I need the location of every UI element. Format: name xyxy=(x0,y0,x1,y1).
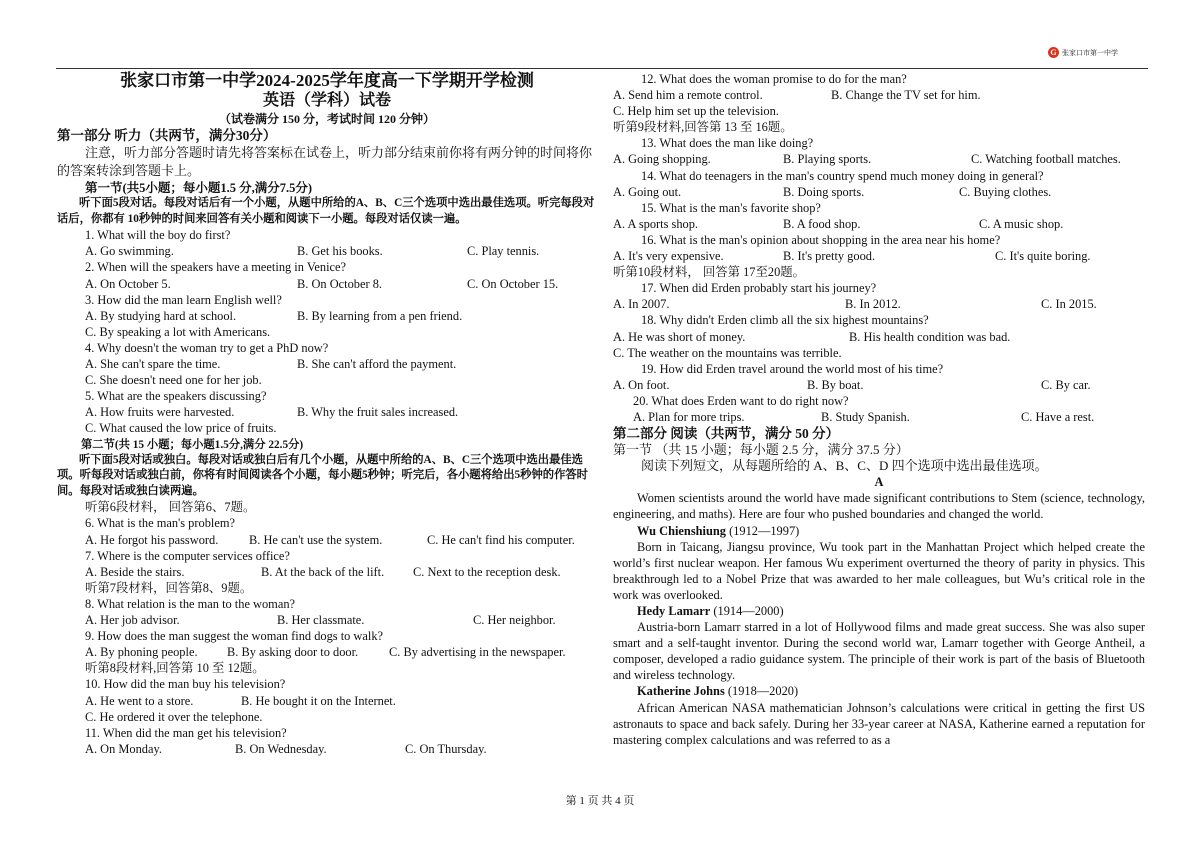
option-a: A. In 2007. xyxy=(613,297,670,312)
option-b: B. A food shop. xyxy=(783,216,861,231)
option-c: C. On Thursday. xyxy=(405,741,487,756)
question-18-options xyxy=(613,329,1145,345)
part1-sec2-heading: 第二节(共 15 小题；每小题1.5分,满分 22.5分) xyxy=(81,438,304,451)
part2-instructions: 阅读下列短文，从每题所给的 A、B、C、D 四个选项中选出最佳选项。 xyxy=(641,458,1048,474)
question-14-options xyxy=(613,184,1145,200)
option-c: C. It's quite boring. xyxy=(995,249,1091,264)
option-a: A. Her job advisor. xyxy=(85,613,180,628)
question-3-option-c: C. By speaking a lot with Americans. xyxy=(85,324,271,339)
part2-heading: 第二部分 阅读（共两节，满分 50 分） xyxy=(613,426,840,442)
option-a: A. On October 5. xyxy=(85,276,171,291)
option-c: C. Her neighbor. xyxy=(473,613,556,628)
question-17: 17. When did Erden probably start his journey? xyxy=(641,281,877,296)
question-1: 1. What will the boy do first? xyxy=(85,228,231,243)
option-a: A. Go swimming. xyxy=(85,244,174,259)
question-12-options xyxy=(613,87,1145,103)
question-2-options xyxy=(57,276,597,292)
scientist-3-name: Katherine Johns xyxy=(637,684,725,699)
option-a: A. He went to a store. xyxy=(85,693,194,708)
question-20-options xyxy=(613,409,1145,425)
option-b: B. Get his books. xyxy=(297,244,383,259)
question-8-options xyxy=(57,612,597,628)
option-c: C. Next to the reception desk. xyxy=(413,564,561,579)
part2-sec1-heading: 第一节 （共 15 小题；每小题 2.5 分，满分 37.5 分） xyxy=(613,442,909,458)
scientist-3-text: African American NASA mathematician Johnson’s calculations were critical in getting the first US astronauts to space and back safely. During her 33-year career at NASA, Katherine earned a reputation for mastering complex calculations and was referred to as a xyxy=(613,700,1145,747)
material-7-label: 听第7段材料，回答第8、9题。 xyxy=(85,580,253,595)
question-19-options xyxy=(613,377,1145,393)
scientist-3-years: (1918—2020) xyxy=(724,684,799,699)
question-18: 18. Why didn't Erden climb all the six highest mountains? xyxy=(641,313,929,328)
exam-subtitle: 英语（学科）试卷 xyxy=(262,92,391,109)
school-logo-icon: G xyxy=(1048,47,1059,58)
option-b: B. He can't use the system. xyxy=(249,532,383,547)
option-c: C. Watching football matches. xyxy=(971,152,1121,167)
option-b: B. She can't afford the payment. xyxy=(297,357,457,372)
scientist-2-years: (1914—2000) xyxy=(710,604,784,618)
question-17-options xyxy=(613,296,1145,312)
right-column xyxy=(613,71,1145,748)
question-10-options xyxy=(57,693,597,709)
option-a: A. He forgot his password. xyxy=(85,532,219,547)
question-10: 10. How did the man buy his television? xyxy=(85,677,286,692)
option-b: B. By boat. xyxy=(807,377,864,392)
question-4: 4. Why doesn't the woman try to get a PhD now? xyxy=(85,340,329,355)
option-a: A. Send him a remote control. xyxy=(613,88,763,103)
option-b: B. Playing sports. xyxy=(783,152,872,167)
scientist-3-heading xyxy=(613,683,1145,699)
passage-intro: Women scientists around the world have made significant contributions to Stem (science, technology, engineering, and maths). Here are four who pushed boundaries and changed the world. xyxy=(613,491,1145,522)
question-6-options xyxy=(57,532,597,548)
option-c: C. He can't find his computer. xyxy=(427,532,575,547)
option-b: B. Study Spanish. xyxy=(821,409,910,424)
option-c: C. Have a rest. xyxy=(1021,409,1095,424)
material-9-label: 听第9段材料,回答第 13 至 16题。 xyxy=(613,120,793,135)
scientist-2-heading xyxy=(613,603,1145,619)
question-12-option-c: C. Help him set up the television. xyxy=(613,104,779,119)
question-3-options xyxy=(57,308,597,324)
option-c: C. A music shop. xyxy=(979,216,1064,231)
option-b: B. It's pretty good. xyxy=(783,249,876,264)
question-5-option-c: C. What caused the low price of fruits. xyxy=(85,421,277,436)
option-c: C. Play tennis. xyxy=(467,244,540,259)
option-a: A. How fruits were harvested. xyxy=(85,405,235,420)
material-10-label: 听第10段材料， 回答第 17至20题。 xyxy=(613,265,806,280)
question-14: 14. What do teenagers in the man's country spend much money doing in general? xyxy=(641,168,1044,183)
option-a: A. He was short of money. xyxy=(613,329,746,344)
option-a: A. Beside the stairs. xyxy=(85,564,185,579)
question-16: 16. What is the man's opinion about shopping in the area near his home? xyxy=(641,232,1001,247)
scientist-2-name: Hedy Lamarr xyxy=(637,604,711,618)
question-15: 15. What is the man's favorite shop? xyxy=(641,200,821,215)
question-15-options xyxy=(613,216,1145,232)
option-b: B. Change the TV set for him. xyxy=(831,88,981,103)
scientist-1-heading xyxy=(613,523,1145,539)
left-column xyxy=(57,71,597,757)
option-b: B. Why the fruit sales increased. xyxy=(297,405,459,420)
option-a: A. By phoning people. xyxy=(85,645,198,660)
question-7-options xyxy=(57,564,597,580)
scientist-1-years: (1912—1997) xyxy=(725,523,800,538)
question-11-options xyxy=(57,741,597,757)
scientist-1-name: Wu Chienshiung xyxy=(637,523,726,538)
question-2: 2. When will the speakers have a meeting in Venice? xyxy=(85,260,347,275)
option-a: A. On foot. xyxy=(613,377,670,392)
question-16-options xyxy=(613,248,1145,264)
exam-title: 张家口市第一中学2024-2025学年度高一下学期开学检测 xyxy=(120,71,534,90)
material-8-label: 听第8段材料,回答第 10 至 12题。 xyxy=(85,661,265,676)
option-b: B. His health condition was bad. xyxy=(849,329,1011,344)
question-11: 11. When did the man get his television? xyxy=(85,725,287,740)
option-a: A. Going out. xyxy=(613,184,682,199)
part1-sec1-instructions: 听下面5段对话。每段对话后有一个小题，从题中所给的A、B、C三个选项中选出最佳选项。听完每段对话后，你都有 10秒钟的时间来回答有关小题和阅读下一小题。每段对话仅读一遍。 xyxy=(57,197,595,225)
question-18-option-c: C. The weather on the mountains was terrible. xyxy=(613,345,842,360)
question-1-options xyxy=(57,243,597,259)
question-13-options xyxy=(613,151,1145,167)
option-c: C. In 2015. xyxy=(1041,297,1097,312)
option-b: B. Her classmate. xyxy=(277,613,365,628)
question-9: 9. How does the man suggest the woman find dogs to walk? xyxy=(85,629,384,644)
option-b: B. At the back of the lift. xyxy=(261,564,385,579)
question-8: 8. What relation is the man to the woman? xyxy=(85,596,296,611)
option-a: A. On Monday. xyxy=(85,741,162,756)
question-4-options xyxy=(57,356,597,372)
question-4-option-c: C. She doesn't need one for her job. xyxy=(85,373,262,388)
question-3: 3. How did the man learn English well? xyxy=(85,292,282,307)
material-6-label: 听第6段材料， 回答第6、7题。 xyxy=(85,500,256,515)
passage-label: A xyxy=(874,475,884,490)
part1-sec2-instructions: 听下面5段对话或独白。每段对话或独白后有几个小题，从题中所给的A、B、C三个选项中选出最佳选项。听每段对话或独白前，你将有时间阅读各个小题，每小题5秒钟；听完后，各小题将给出5秒钟的作答时间。每段对话或独白读两遍。 xyxy=(57,453,588,497)
header-rule xyxy=(56,68,1148,69)
option-a: A. It's very expensive. xyxy=(613,249,724,264)
question-12: 12. What does the woman promise to do for the man? xyxy=(641,72,907,86)
option-a: A. Going shopping. xyxy=(613,152,711,167)
option-b: B. By learning from a pen friend. xyxy=(297,308,463,323)
option-b: B. In 2012. xyxy=(845,297,901,312)
question-13: 13. What does the man like doing? xyxy=(641,136,814,151)
scientist-2-text: Austria-born Lamarr starred in a lot of Hollywood films and made great success. She was also super smart and a self-taught inventor. During the second world war, Lamarr together with George Antheil, a composer, developed a radio guidance system. The principle of their work is part of the basis of Bluetooth and wireless technology. xyxy=(613,620,1145,683)
option-b: B. He bought it on the Internet. xyxy=(241,693,396,708)
option-a: A. A sports shop. xyxy=(613,216,699,231)
question-6: 6. What is the man's problem? xyxy=(85,516,235,531)
question-19: 19. How did Erden travel around the world most of his time? xyxy=(641,361,944,376)
option-b: B. Doing sports. xyxy=(783,184,865,199)
question-10-option-c: C. He ordered it over the telephone. xyxy=(85,709,263,724)
option-b: B. By asking door to door. xyxy=(227,645,359,660)
question-7: 7. Where is the computer services office? xyxy=(85,548,290,563)
part1-notice: 注意，听力部分答题时请先将答案标在试卷上，听力部分结束前你将有两分钟的时间将你的答案转涂到答题卡上。 xyxy=(57,145,593,178)
question-9-options xyxy=(57,644,597,660)
scientist-1-text: Born in Taicang, Jiangsu province, Wu took part in the Manhattan Project which helped create the world’s first nuclear weapon. Her famous Wu experiment overturned the theory of parity in physics. This breakthrough led to a Nobel Prize that was awarded to her male colleagues, but Wu’s critical role in the work was overlooked. xyxy=(613,539,1145,602)
option-c: C. On October 15. xyxy=(467,276,559,291)
question-5: 5. What are the speakers discussing? xyxy=(85,389,267,404)
option-c: C. Buying clothes. xyxy=(959,184,1052,199)
option-c: C. By advertising in the newspaper. xyxy=(389,645,566,660)
option-a: A. Plan for more trips. xyxy=(633,409,745,424)
option-b: B. On October 8. xyxy=(297,276,382,291)
option-a: A. She can't spare the time. xyxy=(85,357,221,372)
school-logo-text: 张家口市第一中学 xyxy=(1062,48,1118,57)
option-b: B. On Wednesday. xyxy=(235,741,327,756)
page-number: 第 1 页 共 4 页 xyxy=(565,795,635,807)
exam-note: （试卷满分 150 分，考试时间 120 分钟） xyxy=(218,112,435,126)
question-5-options xyxy=(57,404,597,420)
part1-heading: 第一部分 听力（共两节，满分30分） xyxy=(57,128,277,143)
option-c: C. By car. xyxy=(1041,377,1091,392)
option-a: A. By studying hard at school. xyxy=(85,308,237,323)
part1-sec1-heading: 第一节(共5小题；每小题1.5 分,满分7.5分) xyxy=(85,181,313,195)
question-20: 20. What does Erden want to do right now? xyxy=(633,393,849,408)
school-logo xyxy=(1048,47,1118,58)
